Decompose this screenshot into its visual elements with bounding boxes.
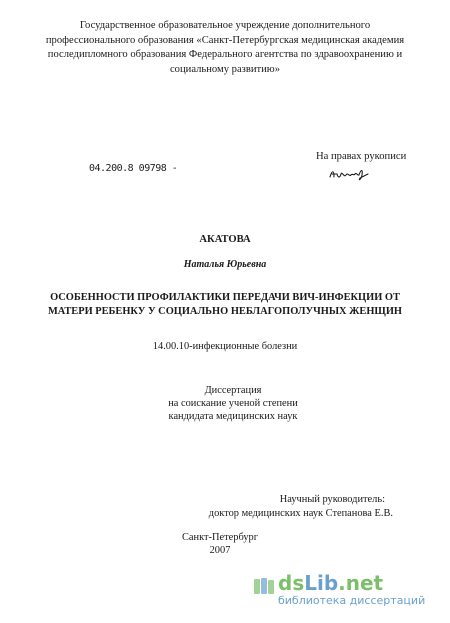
handwritten-signature — [328, 166, 370, 182]
dissertation-title — [0, 291, 450, 319]
degree-line: кандидата медицинских наук — [168, 411, 298, 423]
advisor-label: Научный руководитель: — [279, 494, 385, 505]
watermark-logo[interactable] — [278, 572, 448, 594]
logo-part-lib: Lib — [304, 571, 339, 595]
degree-line: Диссертация — [204, 385, 262, 396]
institution-line: социальному развитию» — [169, 63, 281, 75]
title-line: ОСОБЕННОСТИ ПРОФИЛАКТИКИ ПЕРЕДАЧИ ВИЧ-ИНФЕКЦИИ ОТ — [50, 292, 400, 303]
rights-note: На правах рукописи — [316, 151, 407, 162]
degree-line: на соискание ученой степени — [168, 398, 298, 410]
place-and-year — [180, 532, 260, 557]
book-icon — [252, 576, 276, 596]
year: 2007 — [209, 544, 231, 556]
institution-line: последипломного образования Федерального агентства по здравоохранению и — [47, 49, 403, 60]
logo-part-net: .net — [338, 571, 384, 595]
title-line: МАТЕРИ РЕБЕНКУ У СОЦИАЛЬНО НЕБЛАГОПОЛУЧНЫХ ЖЕНЩИН — [47, 306, 403, 317]
institution-line: Государственное образовательное учреждение дополнительного — [79, 20, 371, 31]
watermark-tagline: библиотека диссертаций — [278, 594, 426, 607]
watermark[interactable] — [278, 572, 448, 607]
logo-part-ds: ds — [278, 571, 305, 595]
institution-header — [0, 19, 450, 77]
city: Санкт-Петербург — [181, 532, 259, 543]
author-surname: АКАТОВА — [199, 234, 251, 245]
specialty-code: 14.00.10-инфекционные болезни — [152, 341, 298, 352]
degree-statement — [163, 384, 303, 424]
advisor-name: доктор медицинских наук Степанова Е.В. — [208, 507, 393, 519]
scientific-advisor — [200, 493, 393, 520]
author-name: Наталья Юрьевна — [183, 259, 267, 270]
institution-line: профессионального образования «Санкт-Петербургская медицинская академия — [45, 34, 405, 46]
archive-stamp-number: 04.200.8 09798 - — [89, 163, 178, 174]
